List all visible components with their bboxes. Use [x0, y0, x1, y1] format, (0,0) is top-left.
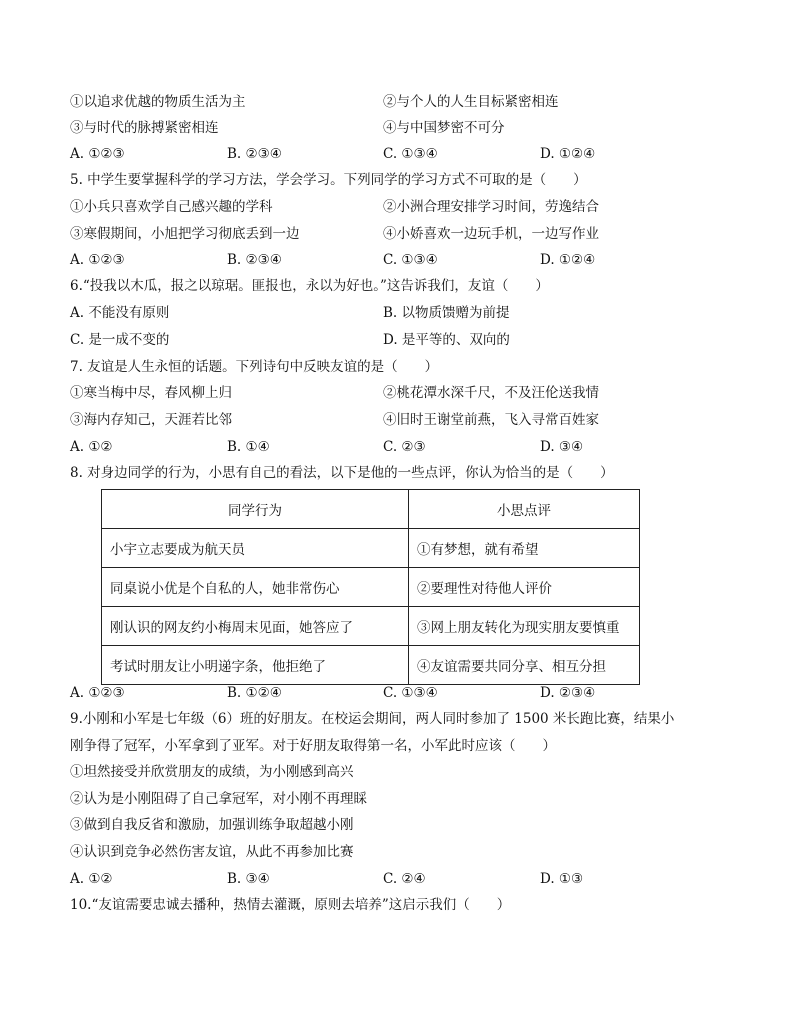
- q5-choice-a: A. ①②③: [70, 252, 125, 268]
- q5-choice-b: B. ②③④: [227, 252, 282, 268]
- q4-choice-b: B. ②③④: [227, 146, 282, 162]
- table-cell: ②要理性对待他人评价: [409, 568, 640, 607]
- q10-stem: 10.“友谊需要忠诚去播种，热情去灌溉，原则去培养”这启示我们（ ）: [70, 897, 511, 913]
- table-cell: 考试时朋友让小明递字条，他拒绝了: [102, 646, 409, 685]
- q6-choice-b: B. 以物质馈赠为前提: [383, 305, 510, 321]
- table-row: [102, 529, 640, 568]
- table-row: [102, 646, 640, 685]
- q9-choice-c: C. ②④: [383, 871, 426, 887]
- q7-choice-c: C. ②③: [383, 439, 426, 455]
- q4-choice-c: C. ①③④: [383, 146, 438, 162]
- q6-choice-d: D. 是平等的、双向的: [383, 332, 510, 348]
- table-cell: 同桌说小优是个自私的人，她非常伤心: [102, 568, 409, 607]
- q9-option-3: ③做到自我反省和激励，加强训练争取超越小刚: [70, 817, 354, 833]
- q8-stem: 8. 对身边同学的行为，小思有自己的看法，以下是他的一些点评，你认为恰当的是（ ）: [70, 465, 614, 481]
- q4-option-1: ①以追求优越的物质生活为主: [70, 94, 246, 110]
- q4-choice-d: D. ①②④: [540, 146, 596, 162]
- q9-choice-d: D. ①③: [540, 871, 584, 887]
- q7-option-4: ④旧时王谢堂前燕，飞入寻常百姓家: [383, 412, 599, 428]
- q8-choice-d: D. ②③④: [540, 685, 596, 701]
- q5-option-2: ②小洲合理安排学习时间，劳逸结合: [383, 199, 599, 215]
- q5-option-4: ④小娇喜欢一边玩手机，一边写作业: [383, 226, 599, 242]
- table-cell: 小宇立志要成为航天员: [102, 529, 409, 568]
- q7-option-2: ②桃花潭水深千尺，不及汪伦送我情: [383, 385, 599, 401]
- q5-option-3: ③寒假期间，小旭把学习彻底丢到一边: [70, 226, 300, 242]
- q8-choice-b: B. ①②④: [227, 685, 282, 701]
- q9-option-1: ①坦然接受并欣赏朋友的成绩，为小刚感到高兴: [70, 764, 354, 780]
- q7-option-3: ③海内存知己，天涯若比邻: [70, 412, 232, 428]
- table-row: [102, 568, 640, 607]
- q9-option-4: ④认识到竞争必然伤害友谊，从此不再参加比赛: [70, 844, 354, 860]
- table-header-cell: 小思点评: [409, 490, 640, 529]
- table-cell: ③网上朋友转化为现实朋友要慎重: [409, 607, 640, 646]
- q6-choice-a: A. 不能没有原则: [70, 305, 170, 321]
- table-cell: 刚认识的网友约小梅周末见面，她答应了: [102, 607, 409, 646]
- q4-option-2: ②与个人的人生目标紧密相连: [383, 94, 559, 110]
- table-cell: ①有梦想，就有希望: [409, 529, 640, 568]
- q7-option-1: ①寒当梅中尽，春风柳上归: [70, 385, 232, 401]
- q9-stem-line-2: 刚争得了冠军，小军拿到了亚军。对于好朋友取得第一名，小军此时应该（ ）: [70, 738, 556, 754]
- q6-stem: 6.“投我以木瓜，报之以琼琚。匪报也，永以为好也。”这告诉我们，友谊（ ）: [70, 278, 549, 294]
- q9-option-2: ②认为是小刚阻碍了自己拿冠军，对小刚不再理睬: [70, 791, 367, 807]
- q6-choice-c: C. 是一成不变的: [70, 332, 170, 348]
- q9-stem-line-1: 9.小刚和小军是七年级（6）班的好朋友。在校运会期间，两人同时参加了 1500 米长跑比赛，结果小: [70, 711, 675, 727]
- q5-stem: 5. 中学生要掌握科学的学习方法，学会学习。下列同学的学习方式不可取的是（ ）: [70, 172, 587, 188]
- q8-choice-a: A. ①②③: [70, 685, 125, 701]
- table-header-cell: 同学行为: [102, 490, 409, 529]
- q9-choice-b: B. ③④: [227, 871, 270, 887]
- q9-choice-a: A. ①②: [70, 871, 113, 887]
- q5-option-1: ①小兵只喜欢学自己感兴趣的学科: [70, 199, 273, 215]
- q4-option-4: ④与中国梦密不可分: [383, 120, 505, 136]
- q7-stem: 7. 友谊是人生永恒的话题。下列诗句中反映友谊的是（ ）: [70, 359, 439, 375]
- q7-choice-d: D. ③④: [540, 439, 584, 455]
- table-row: [102, 607, 640, 646]
- q8-choice-c: C. ①③④: [383, 685, 438, 701]
- q5-choice-d: D. ①②④: [540, 252, 596, 268]
- q7-choice-b: B. ①④: [227, 439, 270, 455]
- q4-option-3: ③与时代的脉搏紧密相连: [70, 120, 219, 136]
- q8-evaluation-table: [101, 489, 640, 685]
- table-header-row: [102, 490, 640, 529]
- q4-choice-a: A. ①②③: [70, 146, 125, 162]
- table-cell: ④友谊需要共同分享、相互分担: [409, 646, 640, 685]
- q5-choice-c: C. ①③④: [383, 252, 438, 268]
- q7-choice-a: A. ①②: [70, 439, 113, 455]
